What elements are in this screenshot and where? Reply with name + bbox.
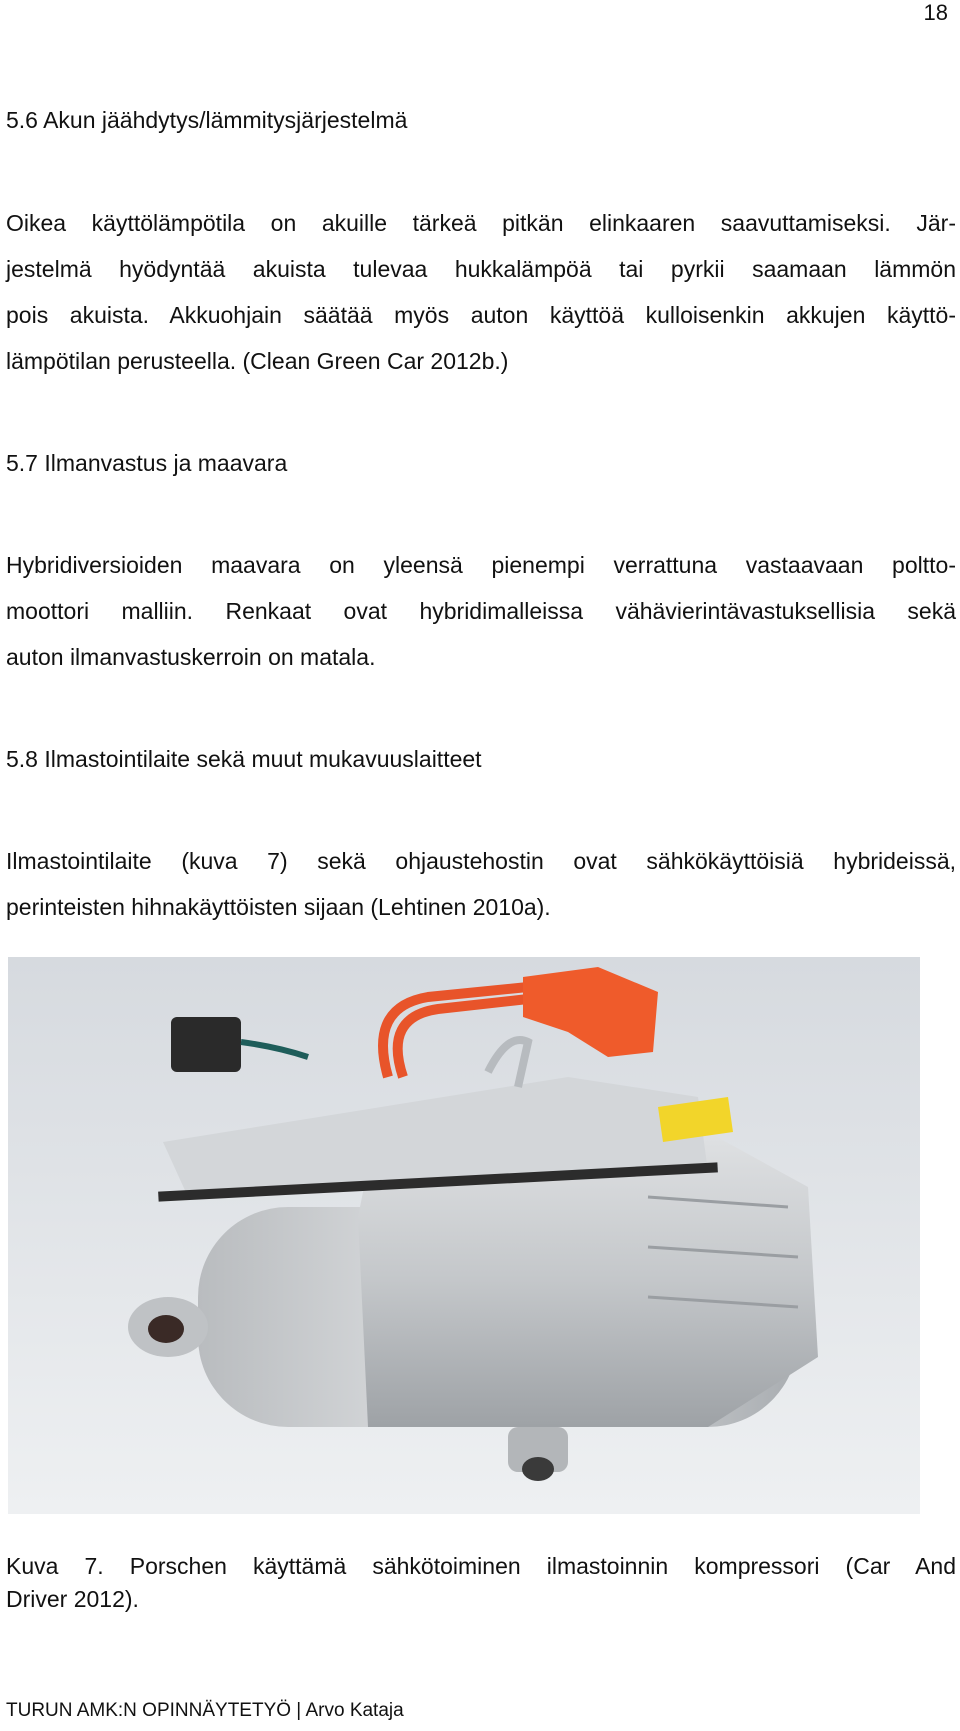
section-heading-5-8: 5.8 Ilmastointilaite sekä muut mukavuuslaitteet [6,746,482,772]
paragraph-line: Ilmastointilaite (kuva 7) sekä ohjaustehostin ovat sähkökäyttöisiä hybrideissä, [6,848,956,874]
figure-caption [6,1550,956,1616]
section-heading-5-6: 5.6 Akun jäähdytys/lämmitysjärjestelmä [6,107,408,133]
section-5-6-paragraph [6,200,956,384]
page-number: 18 [923,0,948,25]
page-footer: TURUN AMK:N OPINNÄYTETYÖ | Arvo Kataja [6,1700,404,1721]
paragraph-line: moottori malliin. Renkaat ovat hybridimalleissa vähävierintävastuksellisia sekä [6,598,956,624]
section-5-8-paragraph [6,838,956,930]
paragraph-line: jestelmä hyödyntää akuista tulevaa hukkalämpöä tai pyrkii saamaan lämmön [6,256,956,282]
paragraph-line: auton ilmanvastuskerroin on matala. [6,644,376,670]
caption-line: Kuva 7. Porschen käyttämä sähkötoiminen ilmastoinnin kompressori (Car And [6,1553,956,1579]
paragraph-line: Oikea käyttölämpötila on akuille tärkeä pitkän elinkaaren saavuttamiseksi. Jär- [6,210,956,236]
paragraph-line: lämpötilan perusteella. (Clean Green Car 2012b.) [6,348,509,374]
paragraph-line: perinteisten hihnakäyttöisten sijaan (Lehtinen 2010a). [6,894,551,920]
caption-line: Driver 2012). [6,1586,139,1612]
compressor-photo [8,957,920,1514]
section-heading-5-7: 5.7 Ilmanvastus ja maavara [6,450,288,476]
paragraph-line: pois akuista. Akkuohjain säätää myös auton käyttöä kulloisenkin akkujen käyttö- [6,302,956,328]
paragraph-line: Hybridiversioiden maavara on yleensä pienempi verrattuna vastaavaan poltto- [6,552,956,578]
section-5-7-paragraph [6,542,956,680]
